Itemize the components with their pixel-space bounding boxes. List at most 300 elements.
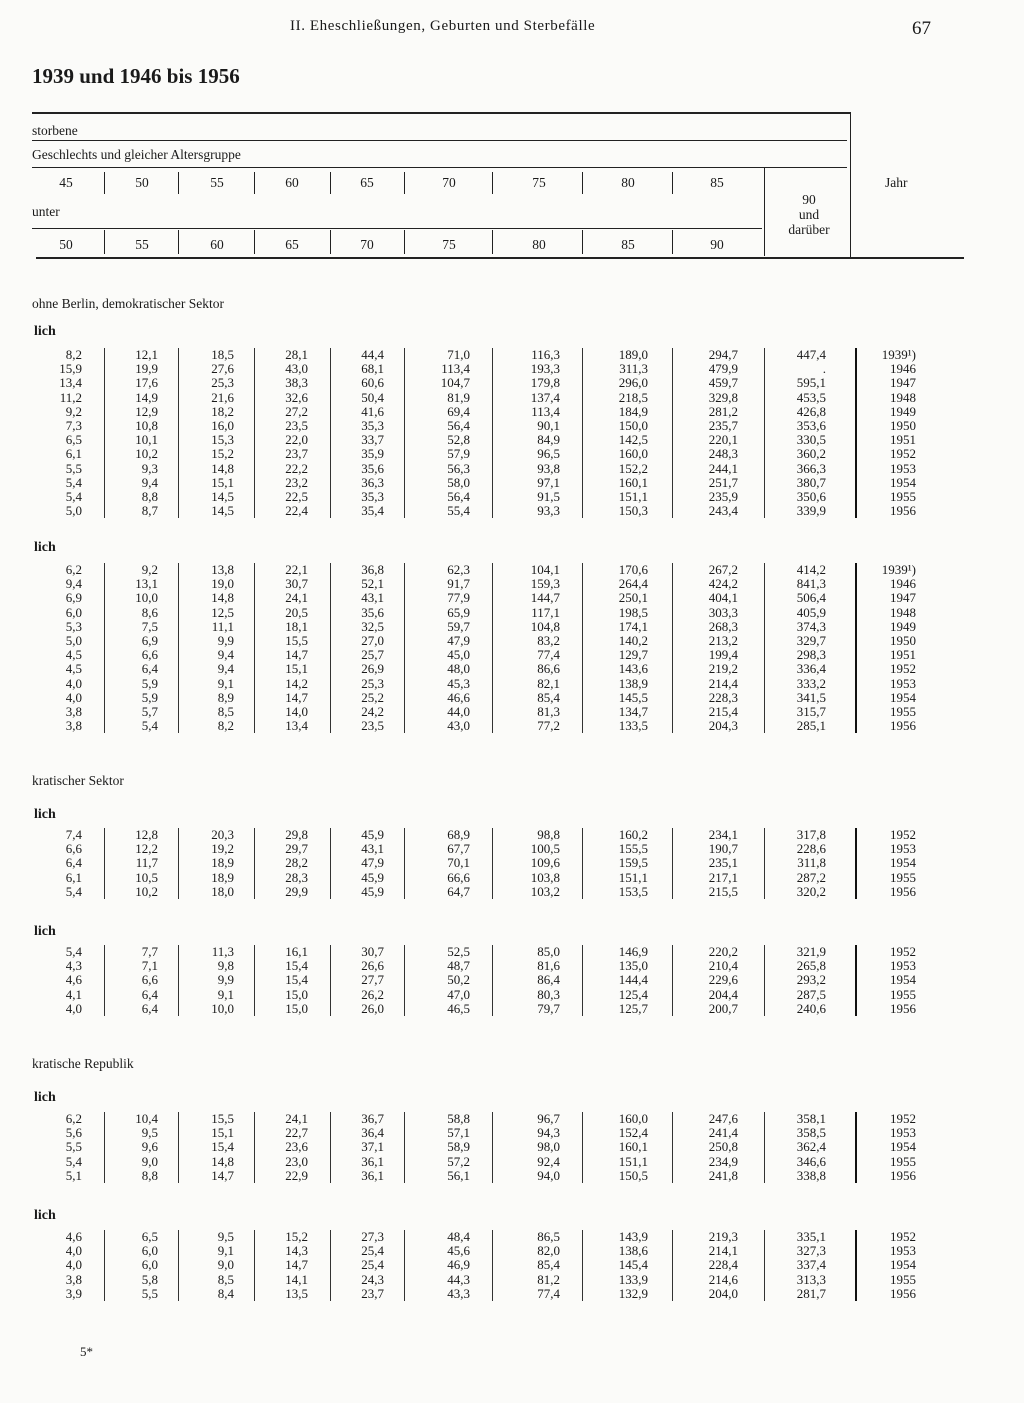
table-cell: 32,5 — [361, 618, 384, 634]
table-cell: 138,6 — [618, 1243, 648, 1259]
table-cell: 71,0 — [447, 347, 470, 362]
table-cell: 137,4 — [530, 389, 560, 405]
table-cell: 81,3 — [537, 704, 560, 719]
table-cell: 9,9 — [217, 633, 234, 648]
table-cell: 32,6 — [285, 389, 308, 405]
column-divider — [672, 828, 673, 899]
row-year: 1953 — [890, 841, 916, 857]
table-cell: 62,3 — [447, 562, 470, 577]
table-cell: 23,5 — [285, 418, 308, 433]
table-cell: 52,1 — [361, 576, 384, 592]
table-cell: 228,4 — [708, 1257, 738, 1273]
table-cell: 52,8 — [447, 432, 470, 448]
table-cell: 27,0 — [361, 633, 384, 648]
table-cell: 69,4 — [447, 403, 470, 419]
header-age-bottom: 70 — [360, 237, 374, 252]
table-cell: 82,0 — [537, 1243, 560, 1259]
table-cell: 29,7 — [285, 841, 308, 857]
header-col-divider — [582, 230, 583, 254]
column-divider — [582, 563, 583, 733]
table-cell: 14,2 — [285, 675, 308, 691]
table-cell: 8,2 — [65, 347, 82, 362]
table-cell: 44,4 — [361, 347, 384, 362]
column-divider — [764, 828, 765, 899]
table-cell: 267,2 — [708, 562, 738, 577]
table-cell: 405,9 — [796, 604, 826, 620]
table-cell: 479,9 — [708, 361, 738, 377]
table-cell: 57,2 — [447, 1153, 470, 1169]
row-year: 1953 — [890, 460, 916, 476]
table-cell: 143,6 — [618, 661, 648, 677]
table-cell: 18,5 — [211, 347, 234, 362]
table-cell: 287,2 — [796, 869, 826, 885]
section-title: kratische Republik — [32, 1056, 134, 1071]
table-cell: 15,9 — [59, 361, 82, 377]
row-year: 1954 — [890, 689, 916, 705]
table-cell: 26,6 — [361, 958, 384, 974]
header-col-divider — [404, 230, 405, 254]
header-col-divider — [178, 172, 179, 194]
table-cell: 210,4 — [708, 958, 738, 974]
table-cell: 247,6 — [708, 1111, 738, 1126]
table-cell: 68,9 — [447, 827, 470, 842]
block-label: lich — [34, 1090, 56, 1105]
table-cell: 8,5 — [217, 1271, 234, 1287]
table-cell: 9,1 — [217, 986, 234, 1002]
table-cell: 9,0 — [141, 1153, 158, 1169]
table-cell: 160,0 — [618, 446, 648, 462]
table-cell: 414,2 — [796, 562, 826, 577]
table-cell: 25,4 — [361, 1243, 384, 1259]
table-cell: 5,9 — [141, 689, 158, 705]
table-cell: 15,1 — [285, 661, 308, 677]
table-cell: 27,3 — [361, 1229, 384, 1244]
table-cell: 327,3 — [796, 1243, 826, 1259]
table-cell: 12,9 — [135, 403, 158, 419]
table-cell: 81,9 — [447, 389, 470, 405]
column-divider — [764, 563, 765, 733]
table-cell: 26,9 — [361, 661, 384, 677]
table-cell: 285,1 — [796, 718, 826, 734]
table-cell: 7,4 — [65, 827, 82, 842]
column-divider — [492, 1112, 493, 1183]
table-cell: 143,9 — [618, 1229, 648, 1244]
header-last-col-2: und — [798, 207, 820, 222]
table-cell: 218,5 — [618, 389, 648, 405]
table-cell: 170,6 — [618, 562, 648, 577]
table-cell: 56,3 — [447, 460, 470, 476]
header-bottom-rule — [36, 257, 964, 259]
table-cell: 60,6 — [361, 375, 384, 391]
row-year: 1955 — [890, 704, 916, 719]
table-cell: 199,4 — [708, 647, 738, 663]
row-year: 1954 — [890, 1139, 916, 1155]
table-cell: 70,1 — [447, 855, 470, 871]
table-cell: 14,7 — [285, 1257, 308, 1273]
table-cell: 14,7 — [285, 647, 308, 663]
table-cell: 159,5 — [618, 855, 648, 871]
table-cell: 459,7 — [708, 375, 738, 391]
table-cell: 6,5 — [141, 1229, 158, 1244]
table-cell: 35,6 — [361, 460, 384, 476]
table-cell: 150,3 — [618, 503, 648, 519]
table-cell: 200,7 — [708, 1000, 738, 1016]
table-cell: 25,7 — [361, 647, 384, 663]
table-cell: 35,6 — [361, 604, 384, 620]
table-cell: 229,6 — [708, 972, 738, 988]
table-cell: 90,1 — [537, 418, 560, 433]
table-cell: 47,9 — [447, 633, 470, 648]
table-cell: 48,4 — [447, 1229, 470, 1244]
table-cell: 14,3 — [285, 1243, 308, 1259]
table-cell: 12,1 — [135, 347, 158, 362]
table-cell: 23,7 — [361, 1285, 384, 1301]
table-cell: 281,7 — [796, 1285, 826, 1301]
table-cell: 12,8 — [135, 827, 158, 842]
row-year: 1946 — [890, 361, 916, 377]
table-cell: 22,9 — [285, 1167, 308, 1183]
table-cell: 6,1 — [65, 869, 82, 885]
table-cell: 18,0 — [211, 883, 234, 899]
table-cell: 339,9 — [796, 503, 826, 519]
table-cell: 9,4 — [141, 474, 158, 490]
table-cell: 25,4 — [361, 1257, 384, 1273]
row-year: 1947 — [890, 590, 916, 606]
table-cell: 77,9 — [447, 590, 470, 606]
table-cell: 426,8 — [796, 403, 826, 419]
table-cell: 28,3 — [285, 869, 308, 885]
table-cell: 228,6 — [796, 841, 826, 857]
table-cell: 37,1 — [361, 1139, 384, 1155]
table-cell: 9,1 — [217, 675, 234, 691]
table-cell: 11,7 — [135, 855, 158, 871]
table-cell: 5,9 — [141, 675, 158, 691]
table-cell: 30,7 — [285, 576, 308, 592]
table-cell: 9,6 — [141, 1139, 158, 1155]
table-cell: 77,4 — [537, 647, 560, 663]
table-cell: 7,7 — [141, 944, 158, 959]
table-cell: 174,1 — [618, 618, 648, 634]
table-cell: 117,1 — [531, 604, 560, 620]
table-cell: 96,5 — [537, 446, 560, 462]
table-cell: 109,6 — [530, 855, 560, 871]
table-cell: 234,9 — [708, 1153, 738, 1169]
table-cell: 362,4 — [796, 1139, 826, 1155]
column-divider — [582, 348, 583, 518]
table-cell: 77,4 — [537, 1285, 560, 1301]
column-divider — [672, 1230, 673, 1301]
table-cell: 16,1 — [285, 944, 308, 959]
table-cell: 18,2 — [211, 403, 234, 419]
header-age-bottom: 90 — [710, 237, 724, 252]
table-cell: 145,4 — [618, 1257, 648, 1273]
table-cell: 150,0 — [618, 418, 648, 433]
table-cell: 43,3 — [447, 1285, 470, 1301]
table-cell: 45,9 — [361, 869, 384, 885]
table-cell: 36,3 — [361, 474, 384, 490]
table-cell: 36,8 — [361, 562, 384, 577]
table-cell: 15,1 — [211, 1125, 234, 1141]
table-cell: 85,4 — [537, 1257, 560, 1273]
table-cell: 235,1 — [708, 855, 738, 871]
section-title: ohne Berlin, demokratischer Sektor — [32, 296, 224, 311]
table-cell: 251,7 — [708, 474, 738, 490]
table-cell: 5,0 — [65, 633, 82, 648]
table-cell: 45,6 — [447, 1243, 470, 1259]
header-last-col-1: 90 — [802, 192, 816, 207]
table-cell: 14,8 — [211, 590, 234, 606]
table-cell: 250,1 — [618, 590, 648, 606]
table-cell: 23,7 — [285, 446, 308, 462]
table-cell: 24,1 — [285, 1111, 308, 1126]
column-divider — [672, 1112, 673, 1183]
column-divider — [764, 1112, 765, 1183]
row-year: 1953 — [890, 1125, 916, 1141]
column-divider — [404, 1230, 405, 1301]
table-cell: 58,9 — [447, 1139, 470, 1155]
table-cell: 24,1 — [285, 590, 308, 606]
table-cell: 6,6 — [65, 841, 82, 857]
table-cell: 315,7 — [796, 704, 826, 719]
table-cell: 104,8 — [530, 618, 560, 634]
table-cell: 317,8 — [796, 827, 826, 842]
table-cell: 228,3 — [708, 689, 738, 705]
table-cell: 329,7 — [796, 633, 826, 648]
table-cell: 311,8 — [797, 855, 826, 871]
table-cell: 15,5 — [285, 633, 308, 648]
header-col-divider — [254, 172, 255, 194]
table-cell: 91,7 — [447, 576, 470, 592]
header-rule-2 — [32, 167, 847, 168]
table-cell: 311,3 — [619, 361, 648, 377]
table-cell: 16,0 — [211, 418, 234, 433]
table-cell: 14,0 — [285, 704, 308, 719]
row-year: 1949 — [890, 403, 916, 419]
row-year: 1955 — [890, 1271, 916, 1287]
table-cell: 6,6 — [141, 647, 158, 663]
table-cell: 5,5 — [65, 460, 82, 476]
table-cell: 8,2 — [217, 718, 234, 734]
table-cell: 23,6 — [285, 1139, 308, 1155]
table-cell: 333,2 — [796, 675, 826, 691]
header-col-divider — [672, 172, 673, 194]
table-cell: 321,9 — [796, 944, 826, 959]
row-year: 1950 — [890, 633, 916, 648]
table-cell: 91,5 — [537, 489, 560, 504]
table-cell: 21,6 — [211, 389, 234, 405]
table-cell: 43,1 — [361, 841, 384, 857]
table-cell: 142,5 — [618, 432, 648, 448]
table-cell: 59,7 — [447, 618, 470, 634]
table-cell: 248,3 — [708, 446, 738, 462]
table-cell: 9,2 — [65, 403, 82, 419]
header-age-bottom: 75 — [442, 237, 456, 252]
table-cell: 5,0 — [65, 503, 82, 519]
table-cell: 56,1 — [447, 1167, 470, 1183]
table-cell: 9,1 — [217, 1243, 234, 1259]
row-year: 1954 — [890, 972, 916, 988]
row-year: 1953 — [890, 675, 916, 691]
row-year: 1952 — [890, 661, 916, 677]
row-year: 1953 — [890, 1243, 916, 1259]
table-cell: 15,1 — [211, 474, 234, 490]
table-cell: 36,7 — [361, 1111, 384, 1126]
year-divider — [855, 348, 857, 518]
table-cell: 48,0 — [447, 661, 470, 677]
table-cell: 13,4 — [59, 375, 82, 391]
column-divider — [404, 348, 405, 518]
table-cell: 22,2 — [285, 460, 308, 476]
header-rule-1 — [32, 140, 847, 141]
table-cell: 6,2 — [65, 562, 82, 577]
row-year: 1951 — [890, 647, 916, 663]
table-cell: 22,5 — [285, 489, 308, 504]
row-year: 1939¹) — [881, 347, 916, 362]
table-cell: 9,4 — [217, 661, 234, 677]
table-cell: 83,2 — [537, 633, 560, 648]
table-cell: 145,5 — [618, 689, 648, 705]
table-cell: 335,1 — [796, 1229, 826, 1244]
table-cell: 10,1 — [135, 432, 158, 448]
table-cell: 198,5 — [618, 604, 648, 620]
table-cell: 86,5 — [537, 1229, 560, 1244]
table-cell: 84,9 — [537, 432, 560, 448]
table-cell: 46,6 — [447, 689, 470, 705]
table-cell: 841,3 — [796, 576, 826, 592]
column-divider — [492, 828, 493, 899]
table-cell: 155,5 — [618, 841, 648, 857]
table-cell: 8,7 — [141, 503, 158, 519]
header-age-bottom: 55 — [135, 237, 149, 252]
table-cell: 24,3 — [361, 1271, 384, 1287]
table-cell: 313,3 — [796, 1271, 826, 1287]
table-cell: 104,1 — [530, 562, 560, 577]
table-cell: 100,5 — [530, 841, 560, 857]
table-cell: 103,2 — [530, 883, 560, 899]
table-cell: 11,1 — [211, 618, 234, 634]
table-cell: 287,5 — [796, 986, 826, 1002]
table-cell: 6,4 — [141, 661, 158, 677]
row-year: 1955 — [890, 986, 916, 1002]
table-cell: 28,1 — [285, 347, 308, 362]
table-cell: 215,4 — [708, 704, 738, 719]
table-cell: 6,1 — [65, 446, 82, 462]
table-cell: 48,7 — [447, 958, 470, 974]
table-cell: 93,3 — [537, 503, 560, 519]
table-cell: 10,0 — [135, 590, 158, 606]
table-cell: 358,1 — [796, 1111, 826, 1126]
table-cell: 153,5 — [618, 883, 648, 899]
table-cell: 138,9 — [618, 675, 648, 691]
table-cell: 85,4 — [537, 689, 560, 705]
table-cell: 241,8 — [708, 1167, 738, 1183]
table-cell: 320,2 — [796, 883, 826, 899]
table-cell: 18,1 — [285, 618, 308, 634]
table-cell: 38,3 — [285, 375, 308, 391]
table-cell: 93,8 — [537, 460, 560, 476]
table-cell: 204,3 — [708, 718, 738, 734]
table-cell: 82,1 — [537, 675, 560, 691]
table-cell: 240,6 — [796, 1000, 826, 1016]
header-col-divider — [492, 230, 493, 254]
table-cell: 150,5 — [618, 1167, 648, 1183]
page-number: 67 — [912, 18, 931, 39]
block-label: lich — [34, 540, 56, 555]
table-cell: 9,9 — [217, 972, 234, 988]
table-cell: 14,1 — [285, 1271, 308, 1287]
row-year: 1956 — [890, 718, 916, 734]
row-year: 1956 — [890, 1285, 916, 1301]
table-cell: 103,8 — [530, 869, 560, 885]
table-cell: 9,0 — [217, 1257, 234, 1273]
table-cell: 424,2 — [708, 576, 738, 592]
header-age-top: 85 — [710, 175, 724, 190]
table-cell: 17,6 — [135, 375, 158, 391]
table-cell: 215,5 — [708, 883, 738, 899]
table-cell: 132,9 — [618, 1285, 648, 1301]
table-cell: 116,3 — [531, 347, 560, 362]
header-age-top: 45 — [59, 175, 73, 190]
table-cell: 133,9 — [618, 1271, 648, 1287]
column-divider — [764, 1230, 765, 1301]
column-divider — [492, 348, 493, 518]
table-cell: 5,3 — [65, 618, 82, 634]
table-cell: 146,9 — [618, 944, 648, 959]
table-cell: 9,4 — [217, 647, 234, 663]
table-cell: 20,5 — [285, 604, 308, 620]
table-cell: 447,4 — [796, 347, 826, 362]
table-cell: 44,0 — [447, 704, 470, 719]
header-col-divider — [672, 230, 673, 254]
table-cell: 5,4 — [65, 489, 82, 504]
table-cell: 15,2 — [285, 1229, 308, 1244]
table-cell: 6,4 — [65, 855, 82, 871]
year-divider — [855, 563, 857, 733]
table-cell: 14,8 — [211, 1153, 234, 1169]
table-cell: 353,6 — [796, 418, 826, 433]
table-cell: 4,6 — [65, 1229, 82, 1244]
table-cell: 10,5 — [135, 869, 158, 885]
year-divider — [855, 1230, 857, 1301]
table-cell: 204,0 — [708, 1285, 738, 1301]
table-cell: 190,7 — [708, 841, 738, 857]
table-cell: 10,2 — [135, 883, 158, 899]
table-cell: 243,4 — [708, 503, 738, 519]
column-divider — [492, 563, 493, 733]
table-cell: 18,9 — [211, 869, 234, 885]
table-cell: 329,8 — [708, 389, 738, 405]
table-cell: 36,1 — [361, 1167, 384, 1183]
table-cell: 219,2 — [708, 661, 738, 677]
table-cell: 19,0 — [211, 576, 234, 592]
table-cell: 113,4 — [531, 403, 560, 419]
table-cell: 25,3 — [361, 675, 384, 691]
table-cell: 264,4 — [618, 576, 648, 592]
table-cell: 29,9 — [285, 883, 308, 899]
table-cell: 45,9 — [361, 827, 384, 842]
table-cell: 4,0 — [65, 689, 82, 705]
table-cell: 55,4 — [447, 503, 470, 519]
table-cell: 45,0 — [447, 647, 470, 663]
year-divider — [855, 945, 857, 1016]
table-cell: 184,9 — [618, 403, 648, 419]
table-cell: 56,4 — [447, 489, 470, 504]
table-cell: 244,1 — [708, 460, 738, 476]
table-cell: 98,0 — [537, 1139, 560, 1155]
table-cell: 4,5 — [65, 661, 82, 677]
table-cell: 125,7 — [618, 1000, 648, 1016]
block-label: lich — [34, 924, 56, 939]
